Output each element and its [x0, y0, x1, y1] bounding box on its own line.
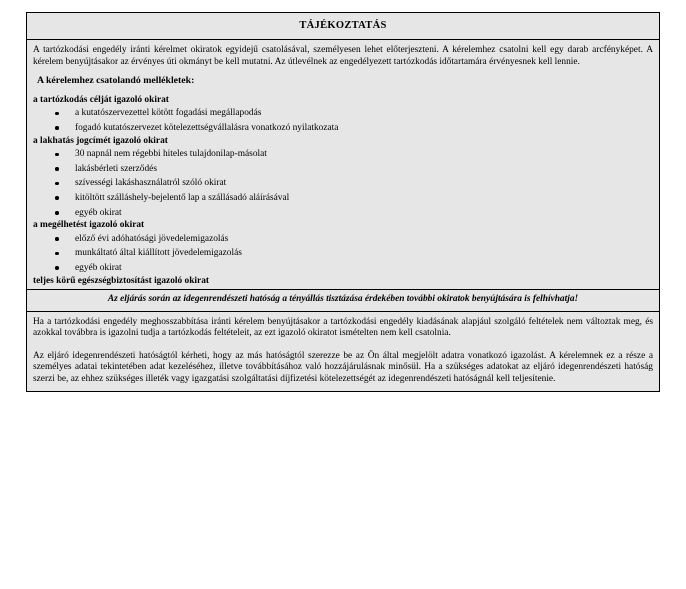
- additional-info-section: [27, 311, 659, 391]
- list-item: fogadó kutatószervezet kötelezettségvállalásra vonatkozó nyilatkozata: [33, 121, 653, 136]
- attachments-heading: A kérelemhez csatolandó mellékletek:: [37, 75, 195, 87]
- group-livelihood: [33, 220, 653, 275]
- list-item: egyéb okirat: [33, 261, 653, 276]
- group-title: a lakhatás jogcímét igazoló okirat: [33, 135, 168, 146]
- information-sheet: [26, 12, 660, 392]
- group-title: a tartózkodás célját igazoló okirat: [33, 94, 169, 105]
- group-purpose: [33, 95, 653, 136]
- group-title: teljes körű egészségbiztosítást igazoló okirat: [33, 275, 210, 286]
- group-items: [33, 147, 653, 220]
- group-title: a megélhetést igazoló okirat: [33, 220, 145, 231]
- notice-box: Az eljárás során az idegenrendészeti hatóság a tényállás tisztázása érdekében további okiratok benyújtására is felhívhatja!: [27, 289, 659, 311]
- renewal-paragraph: Ha a tartózkodási engedély meghosszabbítása iránti kérelem benyújtásakor a tartózkodási engedély kiadásának alapjául szolgáló feltételek nem változtak meg, és azokkal továbbra is igazolni tudja a tartózkodás feltételeit, az ezt igazoló okiratot ismételten nem kell csatolnia.: [33, 316, 653, 339]
- attachments-section: [27, 39, 659, 289]
- list-item: kitöltött szálláshely-bejelentő lap a szállásadó aláírásával: [33, 191, 653, 206]
- group-insurance: [33, 276, 653, 288]
- group-items: [33, 232, 653, 276]
- list-item: szívességi lakáshasználatról szóló okirat: [33, 176, 653, 191]
- data-request-paragraph: Az eljáró idegenrendészeti hatóságtól kérheti, hogy az más hatóságtól szerezze be az Ön által megjelölt adatra vonatkozó igazolást. A kérelemnek ez a része a személyes adatai tekintetében adat kezeléséhez, illetve továbbításához való hozzájárulásnak minősül. Ha a szükséges adatokat az eljáró idegenrendészeti hatóság szerzi be, az ehhez szükséges illeték vagy igazgatási szolgáltatási díjfizetési kötelezettségét az idegenrendészeti hatóságnál kell teljesítenie.: [33, 350, 653, 385]
- list-item: a kutatószervezettel kötött fogadási megállapodás: [33, 106, 653, 121]
- group-housing: [33, 136, 653, 221]
- intro-paragraph: A tartózkodási engedély iránti kérelmet okiratok egyidejű csatolásával, személyesen lehet előterjeszteni. A kérelemhez csatolni kell egy darab arcfényképet. A kérelem benyújtásakor az érvényes úti okmányt be kell mutatni. Az útlevélnek az engedélyezett tartózkodás időtartamára érvényesnek kell lennie.: [33, 45, 653, 67]
- group-items: [33, 106, 653, 135]
- list-item: munkáltató által kiállított jövedelemigazolás: [33, 246, 653, 261]
- attachments-list: [27, 75, 659, 289]
- list-item: egyéb okirat: [33, 206, 653, 221]
- document-title: TÁJÉKOZTATÁS: [299, 20, 387, 31]
- list-item: lakásbérleti szerződés: [33, 162, 653, 177]
- list-item: előző évi adóhatósági jövedelemigazolás: [33, 232, 653, 247]
- list-item: 30 napnál nem régebbi hiteles tulajdonilap-másolat: [33, 147, 653, 162]
